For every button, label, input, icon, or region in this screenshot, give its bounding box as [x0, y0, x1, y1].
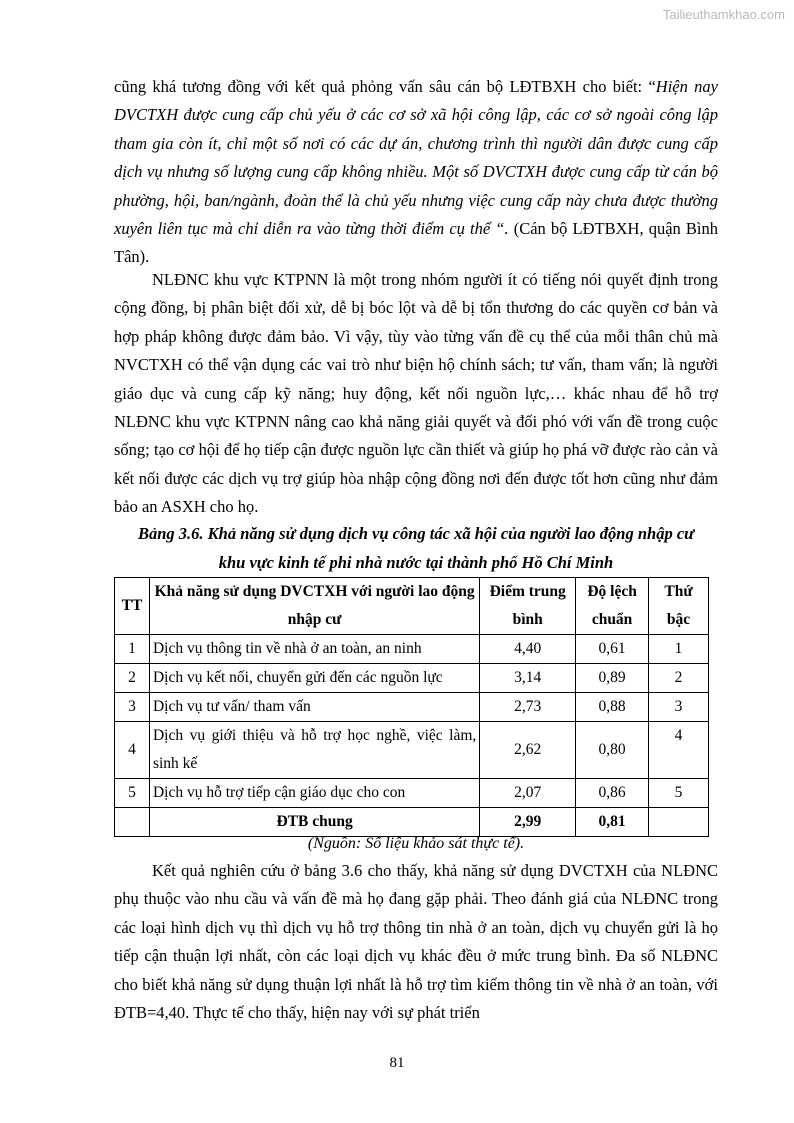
- table-row: [115, 635, 709, 664]
- total-mean: 2,99: [480, 808, 576, 837]
- header-service: Khả năng sử dụng DVCTXH với người lao động nhập cư: [149, 578, 479, 635]
- header-sd: Độ lệch chuẩn: [576, 578, 649, 635]
- row-service: Dịch vụ giới thiệu và hỗ trợ học nghề, việc làm, sinh kế: [149, 722, 479, 779]
- quote-attribution: (Cán bộ LĐTBXH, quận Bình Tân).: [114, 219, 718, 267]
- page-number: 81: [389, 1055, 405, 1071]
- table-row: [115, 779, 709, 808]
- quote-lead: cũng khá tương đồng với kết quả phỏng vấn sâu cán bộ LĐTBXH cho biết: “: [114, 77, 656, 96]
- row-tt: 2: [115, 664, 150, 693]
- paragraph-interview-quote: [114, 73, 718, 272]
- paragraph-vulnerability: NLĐNC khu vực KTPNN là một trong nhóm người ít có tiếng nói quyết định trong cộng đồng, bị phân biệt đối xử, dễ bị bóc lột và dễ bị tổn thương do các quyền cơ bản và hợp pháp không được đảm bảo. Vì vậy, tùy vào từng vấn đề cụ thể của mỗi thân chủ mà NVCTXH có thể vận dụng các vai trò như biện hộ chính sách; tư vấn, tham vấn; là người giáo dục và cung cấp kỹ năng; huy động, kết nối nguồn lực,… khác nhau để hỗ trợ NLĐNC khu vực KTPNN nâng cao khả năng giải quyết và đối phó với vấn đề trong cuộc sống; tạo cơ hội để họ tiếp cận được nguồn lực cần thiết và giúp họ phá vỡ được rào cản và kết nối được các dịch vụ trợ giúp hòa nhập cộng đồng nơi đến được tốt hơn cũng như đảm bảo an ASXH cho họ.: [114, 270, 718, 517]
- service-usage-table: [114, 577, 709, 837]
- row-sd: 0,80: [576, 722, 649, 779]
- row-sd: 0,88: [576, 693, 649, 722]
- table-source: (Nguồn: Số liệu khảo sát thực tế).: [307, 835, 525, 852]
- row-tt: 3: [115, 693, 150, 722]
- table-caption-line2: khu vực kinh tế phi nhà nước tại thành phố Hồ Chí Minh: [218, 553, 614, 572]
- row-rank: 1: [649, 635, 709, 664]
- row-sd: 0,61: [576, 635, 649, 664]
- row-rank: 5: [649, 779, 709, 808]
- row-service: Dịch vụ tư vấn/ tham vấn: [149, 693, 479, 722]
- row-sd: 0,86: [576, 779, 649, 808]
- table-row: [115, 722, 709, 779]
- header-tt: TT: [115, 578, 150, 635]
- quote-text: Hiện nay DVCTXH được cung cấp chủ yếu ở các cơ sở xã hội công lập, các cơ sở ngoài công lập tham gia còn ít, chỉ một số nơi có các dự án, chương trình thì người dân được cung cấp dịch vụ nhưng số lượng cung cấp không nhiều. Một số DVCTXH được cung cấp từ cán bộ phường, hội, ban/ngành, đoàn thể là chủ yếu nhưng việc cung cấp này chưa được thường xuyên liên tục mà chỉ diễn ra vào từng thời điểm cụ thể “.: [114, 77, 718, 239]
- header-mean: Điểm trung bình: [480, 578, 576, 635]
- row-mean: 3,14: [480, 664, 576, 693]
- table-header-row: [115, 578, 709, 635]
- row-sd: 0,89: [576, 664, 649, 693]
- row-mean: 2,62: [480, 722, 576, 779]
- row-service: Dịch vụ kết nối, chuyển gửi đến các nguồn lực: [149, 664, 479, 693]
- paragraph-results: Kết quả nghiên cứu ở bảng 3.6 cho thấy, khả năng sử dụng DVCTXH của NLĐNC phụ thuộc vào nhu cầu và vấn đề mà họ đang gặp phải. Theo đánh giá của NLĐNC trong các loại hình dịch vụ thì dịch vụ hỗ trợ thông tin nhà ở an toàn, dịch vụ chuyển gửi là họ tiếp cận thuận lợi nhất, còn các loại dịch vụ khác đều ở mức trung bình. Đa số NLĐNC cho biết khả năng sử dụng thuận lợi nhất là hỗ trợ tìm kiếm thông tin về nhà ở an toàn, với ĐTB=4,40. Thực tế cho thấy, hiện nay với sự phát triển: [114, 861, 718, 1023]
- header-rank: Thứ bậc: [649, 578, 709, 635]
- table-row: [115, 664, 709, 693]
- total-label: ĐTB chung: [149, 808, 479, 837]
- row-tt: 1: [115, 635, 150, 664]
- row-mean: 2,07: [480, 779, 576, 808]
- watermark: Tailieuthamkhao.com: [662, 7, 785, 22]
- row-mean: 4,40: [480, 635, 576, 664]
- row-tt: 5: [115, 779, 150, 808]
- table-caption-line1: Bảng 3.6. Khả năng sử dụng dịch vụ công tác xã hội của người lao động nhập cư: [137, 524, 695, 543]
- row-mean: 2,73: [480, 693, 576, 722]
- row-tt: 4: [115, 722, 150, 779]
- row-service: Dịch vụ hỗ trợ tiếp cận giáo dục cho con: [149, 779, 479, 808]
- row-rank: 4: [649, 722, 709, 779]
- row-rank: 3: [649, 693, 709, 722]
- row-rank: 2: [649, 664, 709, 693]
- total-sd: 0,81: [576, 808, 649, 837]
- row-service: Dịch vụ thông tin về nhà ở an toàn, an ninh: [149, 635, 479, 664]
- table-row: [115, 693, 709, 722]
